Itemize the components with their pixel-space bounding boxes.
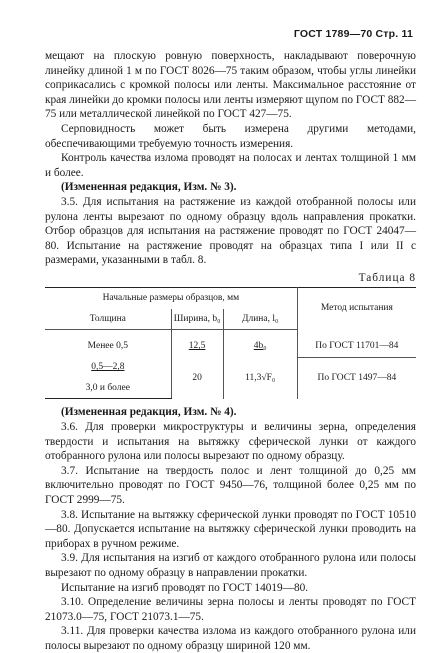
table-header-width: Ширина, b₀: [171, 309, 223, 330]
table-cell-width: 20: [171, 357, 223, 399]
paragraph-3-6: 3.6. Для проверки микроструктуры и величины зерна, определения твердости и испытания на вытяжку сферической лунки от каждого отобранного рулона или полосы вырезают по одному образцу.: [45, 420, 416, 463]
table-cell-thickness: 3,0 и более: [45, 378, 171, 399]
table-cell-length: 4b₀: [223, 336, 297, 357]
paragraph-3-8: 3.8. Испытание на вытяжку сферической лунки проводят по ГОСТ 10510—80. Допускается испытание на вытяжку сферической лунки проводить на приборах в ручном режиме.: [45, 508, 416, 550]
table-cell-method: По ГОСТ 11701—84: [315, 341, 399, 352]
paragraph-3-10: 3.10. Определение величины зерна полосы и ленты проводят по ГОСТ 21073.0—75, ГОСТ 21073.1—75.: [45, 596, 416, 623]
table-cell-length: 11,3√F₀: [223, 357, 297, 399]
table-header-method: Метод испытания: [297, 287, 416, 329]
table-caption: Таблица 8: [358, 271, 416, 284]
table-cell-width: 12,5: [171, 336, 223, 357]
paragraph-3-11: 3.11. Для проверки качества излома из каждого отобранного рулона или полосы вырезают по одному образцу шириной 120 мм.: [45, 625, 416, 652]
table-cell-thickness: Менее 0,5: [45, 336, 171, 357]
table-header-thickness: Толщина: [45, 309, 171, 330]
paragraph-3-7: 3.7. Испытание на твердость полос и лент толщиной до 0,25 мм включительно проводят по ГОСТ 9450—76, толщиной более 0,25 мм по ГОСТ 2999—75.: [45, 464, 416, 506]
amendment-note: (Измененная редакция, Изм. № 3).: [61, 181, 237, 194]
table-group-header: Начальные размеры образцов, мм: [45, 287, 297, 308]
paragraph-sickle: Серповидность может быть измерена другими методами, обеспечивающими требуемую точность измерения.: [45, 122, 416, 150]
table-header-length: Длина, l₀: [223, 309, 297, 330]
paragraph-fracture-control: Контроль качества излома проводят на полосах и лентах толщиной 1 мм и более.: [45, 152, 416, 179]
paragraph-3-9-bend: Испытание на изгиб проводят по ГОСТ 14019—80.: [61, 581, 309, 594]
paragraph-3-9: 3.9. Для испытания на изгиб от каждого отобранного рулона или полосы вырезают по одному образцу в направлении прокатки.: [45, 552, 416, 579]
paragraph-continuation: мещают на плоскую ровную поверхность, накладывают поверочную линейку длиной 1 м по ГОСТ 8026—75 таким образом, чтобы углы линейки соприкасались с кромкой полосы или ленты. Максимальное расстояние от края линейки до кромки полосы или ленты измеряют щупом по ГОСТ 882—75 или металлической линейкой по ГОСТ 427—75.: [45, 50, 416, 121]
table-cell-thickness: 0,5—2,8: [45, 357, 171, 378]
amendment-note: (Измененная редакция, Изм. № 4).: [61, 406, 237, 419]
specimen-table: [45, 287, 416, 399]
table-row: [45, 336, 416, 357]
page-header: ГОСТ 1789—70 Стр. 11: [293, 28, 413, 40]
document-body: [45, 49, 416, 653]
paragraph-3-5: 3.5. Для испытания на растяжение из каждой отобранной полосы или рулона ленты вырезают по одному образцу вдоль направления прокатки. Отбор образцов для испытания на растяжение проводят по ГОСТ 24047—80. Испытание на растяжение проводят на образцах типа I или II с размерами, указанными в табл. 8.: [45, 195, 416, 267]
table-row: [45, 357, 416, 378]
table-cell-method: По ГОСТ 1497—84: [297, 357, 416, 399]
